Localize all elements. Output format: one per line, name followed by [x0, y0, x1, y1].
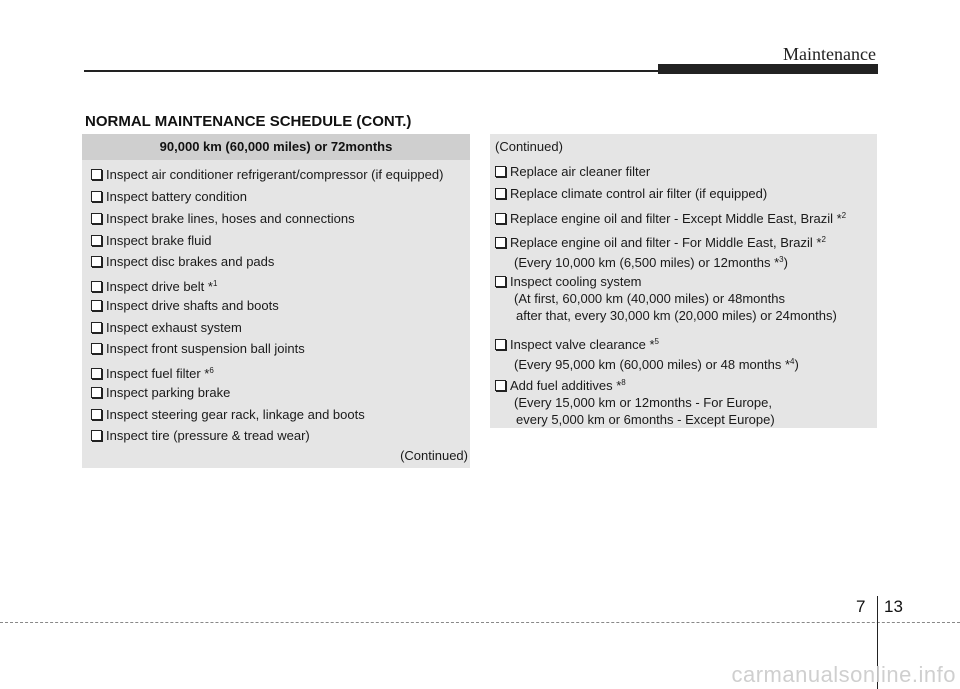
- checklist-item: Inspect valve clearance *$^5$ (Every 95,000 km (60,000 miles) or 48 months *$^4$): [495, 333, 799, 373]
- continued-heading: (Continued): [495, 139, 563, 154]
- checklist-item: Inspect parking brake: [91, 384, 230, 401]
- footnote-marker: 1: [212, 279, 218, 288]
- checklist-item: Inspect tire (pressure & tread wear): [91, 427, 310, 444]
- checkbox-icon: [495, 237, 506, 248]
- page-number: 13: [884, 597, 903, 616]
- checklist-item: Replace air cleaner filter: [495, 163, 650, 180]
- checkbox-icon: [91, 430, 102, 441]
- checkbox-icon: [91, 281, 102, 292]
- checklist-item: Inspect steering gear rack, linkage and boots: [91, 406, 365, 423]
- footnote-marker: 2: [841, 211, 847, 220]
- checkbox-icon: [91, 300, 102, 311]
- header-title: Maintenance: [783, 44, 876, 64]
- checklist-item: Inspect front suspension ball joints: [91, 340, 305, 357]
- checkbox-icon: [91, 409, 102, 420]
- footnote-marker: 4: [790, 357, 795, 366]
- checklist-item: Inspect disc brakes and pads: [91, 253, 274, 270]
- checkbox-icon: [495, 276, 506, 287]
- checklist-item: Inspect fuel filter *$^6$: [91, 362, 214, 382]
- checkbox-icon: [91, 368, 102, 379]
- header-rule: [84, 70, 658, 72]
- checkbox-icon: [495, 188, 506, 199]
- footnote-marker: 8: [621, 378, 626, 387]
- checklist-item: Inspect drive belt *$^1$: [91, 275, 217, 295]
- schedule-panel-left: [82, 134, 470, 468]
- interval-heading: 90,000 km (60,000 miles) or 72months: [82, 134, 470, 160]
- checkbox-icon: [91, 256, 102, 267]
- checklist-item: Inspect brake lines, hoses and connections: [91, 210, 355, 227]
- checkbox-icon: [91, 213, 102, 224]
- checklist-item: Add fuel additives *$^8$ (Every 15,000 km or 12months - For Europe, every 5,000 km or 6months - Except Europe): [495, 374, 775, 428]
- header-bar: [658, 64, 878, 74]
- checkbox-icon: [91, 235, 102, 246]
- checkbox-icon: [495, 380, 506, 391]
- footnote-marker: 5: [654, 337, 659, 346]
- checklist-item: Inspect exhaust system: [91, 319, 242, 336]
- continued-note: (Continued): [400, 448, 468, 463]
- checkbox-icon: [91, 387, 102, 398]
- checklist-item: Inspect air conditioner refrigerant/compressor (if equipped): [91, 166, 443, 183]
- checklist-item: Replace climate control air filter (if equipped): [495, 185, 767, 202]
- checkbox-icon: [495, 213, 506, 224]
- checkbox-icon: [495, 339, 506, 350]
- footnote-marker: 6: [209, 366, 214, 375]
- footer-dashed-rule: [0, 622, 960, 623]
- checkbox-icon: [495, 166, 506, 177]
- footnote-marker: 3: [779, 255, 784, 264]
- checklist-item: Replace engine oil and filter - Except Middle East, Brazil *$^2$: [495, 207, 846, 227]
- checkbox-icon: [91, 169, 102, 180]
- section-number: 7: [856, 597, 866, 616]
- checklist-item: Replace engine oil and filter - For Middle East, Brazil *$^2$ (Every 10,000 km (6,500 miles) or 12months *$^3$): [495, 231, 826, 271]
- watermark: carmanualsonline.info: [731, 662, 956, 687]
- footnote-marker: 2: [821, 235, 826, 244]
- checkbox-icon: [91, 343, 102, 354]
- section-title: NORMAL MAINTENANCE SCHEDULE (CONT.): [85, 113, 412, 130]
- checkbox-icon: [91, 191, 102, 202]
- checkbox-icon: [91, 322, 102, 333]
- checklist-item: Inspect battery condition: [91, 188, 247, 205]
- schedule-panel-right: [490, 134, 877, 428]
- checklist-item: Inspect brake fluid: [91, 232, 212, 249]
- checklist-item: Inspect cooling system (At first, 60,000 km (40,000 miles) or 48months after that, every 30,000 km (20,000 miles) or 24months): [495, 273, 837, 324]
- checklist-item: Inspect drive shafts and boots: [91, 297, 279, 314]
